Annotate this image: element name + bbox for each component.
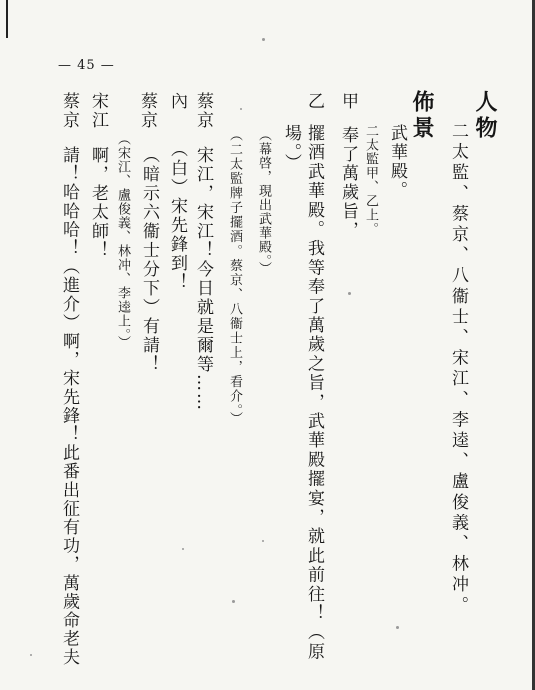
binding-edge	[6, 0, 8, 38]
line-cai-jing-2: （暗示六衞士分下）有請！	[139, 146, 159, 374]
characters-heading: 人物	[472, 90, 498, 142]
speaker-cai-jing: 蔡京	[137, 92, 157, 130]
line-song-jiang: 啊，老太師！	[88, 146, 108, 260]
line-eunuch-a: 奉了萬歲旨，	[338, 126, 358, 240]
scan-speck	[232, 600, 235, 603]
scan-speck	[262, 540, 264, 542]
page-number: — 45 —	[58, 58, 115, 73]
characters-list: 二太監、蔡京、八衞士、宋江、李逵、盧俊義、林冲。	[448, 122, 468, 617]
stage-direction-curtain: （幕啓，現出武華殿。）	[256, 128, 271, 276]
line-cai-jing-3: 請！哈哈哈！（進介）啊，宋先鋒！此番出征有功，萬歲命老夫	[59, 146, 79, 667]
speaker-cai-jing: 蔡京	[59, 92, 79, 130]
stage-direction-song-jiang-enter: （宋江、盧俊義、林冲、李逵上。）	[115, 132, 130, 350]
scan-speck	[30, 654, 32, 656]
line-cai-jing-1: 宋江，宋江！今日就是爾等……	[193, 146, 213, 412]
line-eunuch-b-cont: 場。）	[281, 124, 301, 173]
line-offstage: （白）宋先鋒到！	[167, 140, 187, 292]
speaker-cai-jing: 蔡京	[193, 92, 213, 130]
scene-heading: 佈景	[409, 90, 435, 142]
stage-direction-enter: （二太監牌子擺酒。蔡京、八衞士上，看介。）	[227, 128, 242, 426]
speaker-offstage: 內	[167, 92, 187, 111]
speaker-song-jiang: 宋江	[88, 92, 108, 130]
speaker-eunuch-a: 甲	[338, 92, 358, 111]
scan-speck	[182, 548, 184, 550]
scan-speck	[262, 38, 265, 41]
speaker-eunuch-b: 乙	[304, 92, 324, 111]
scan-speck	[396, 626, 399, 629]
line-eunuch-b: 擺酒武華殿。我等奉了萬歲之旨，武華殿擺宴，就此前往！（原	[304, 124, 324, 662]
scan-speck	[240, 108, 242, 110]
stage-direction-entry: 二太監甲、乙上。	[363, 124, 378, 236]
scan-speck	[348, 292, 351, 295]
scene-location: 武華殿。	[387, 124, 407, 200]
